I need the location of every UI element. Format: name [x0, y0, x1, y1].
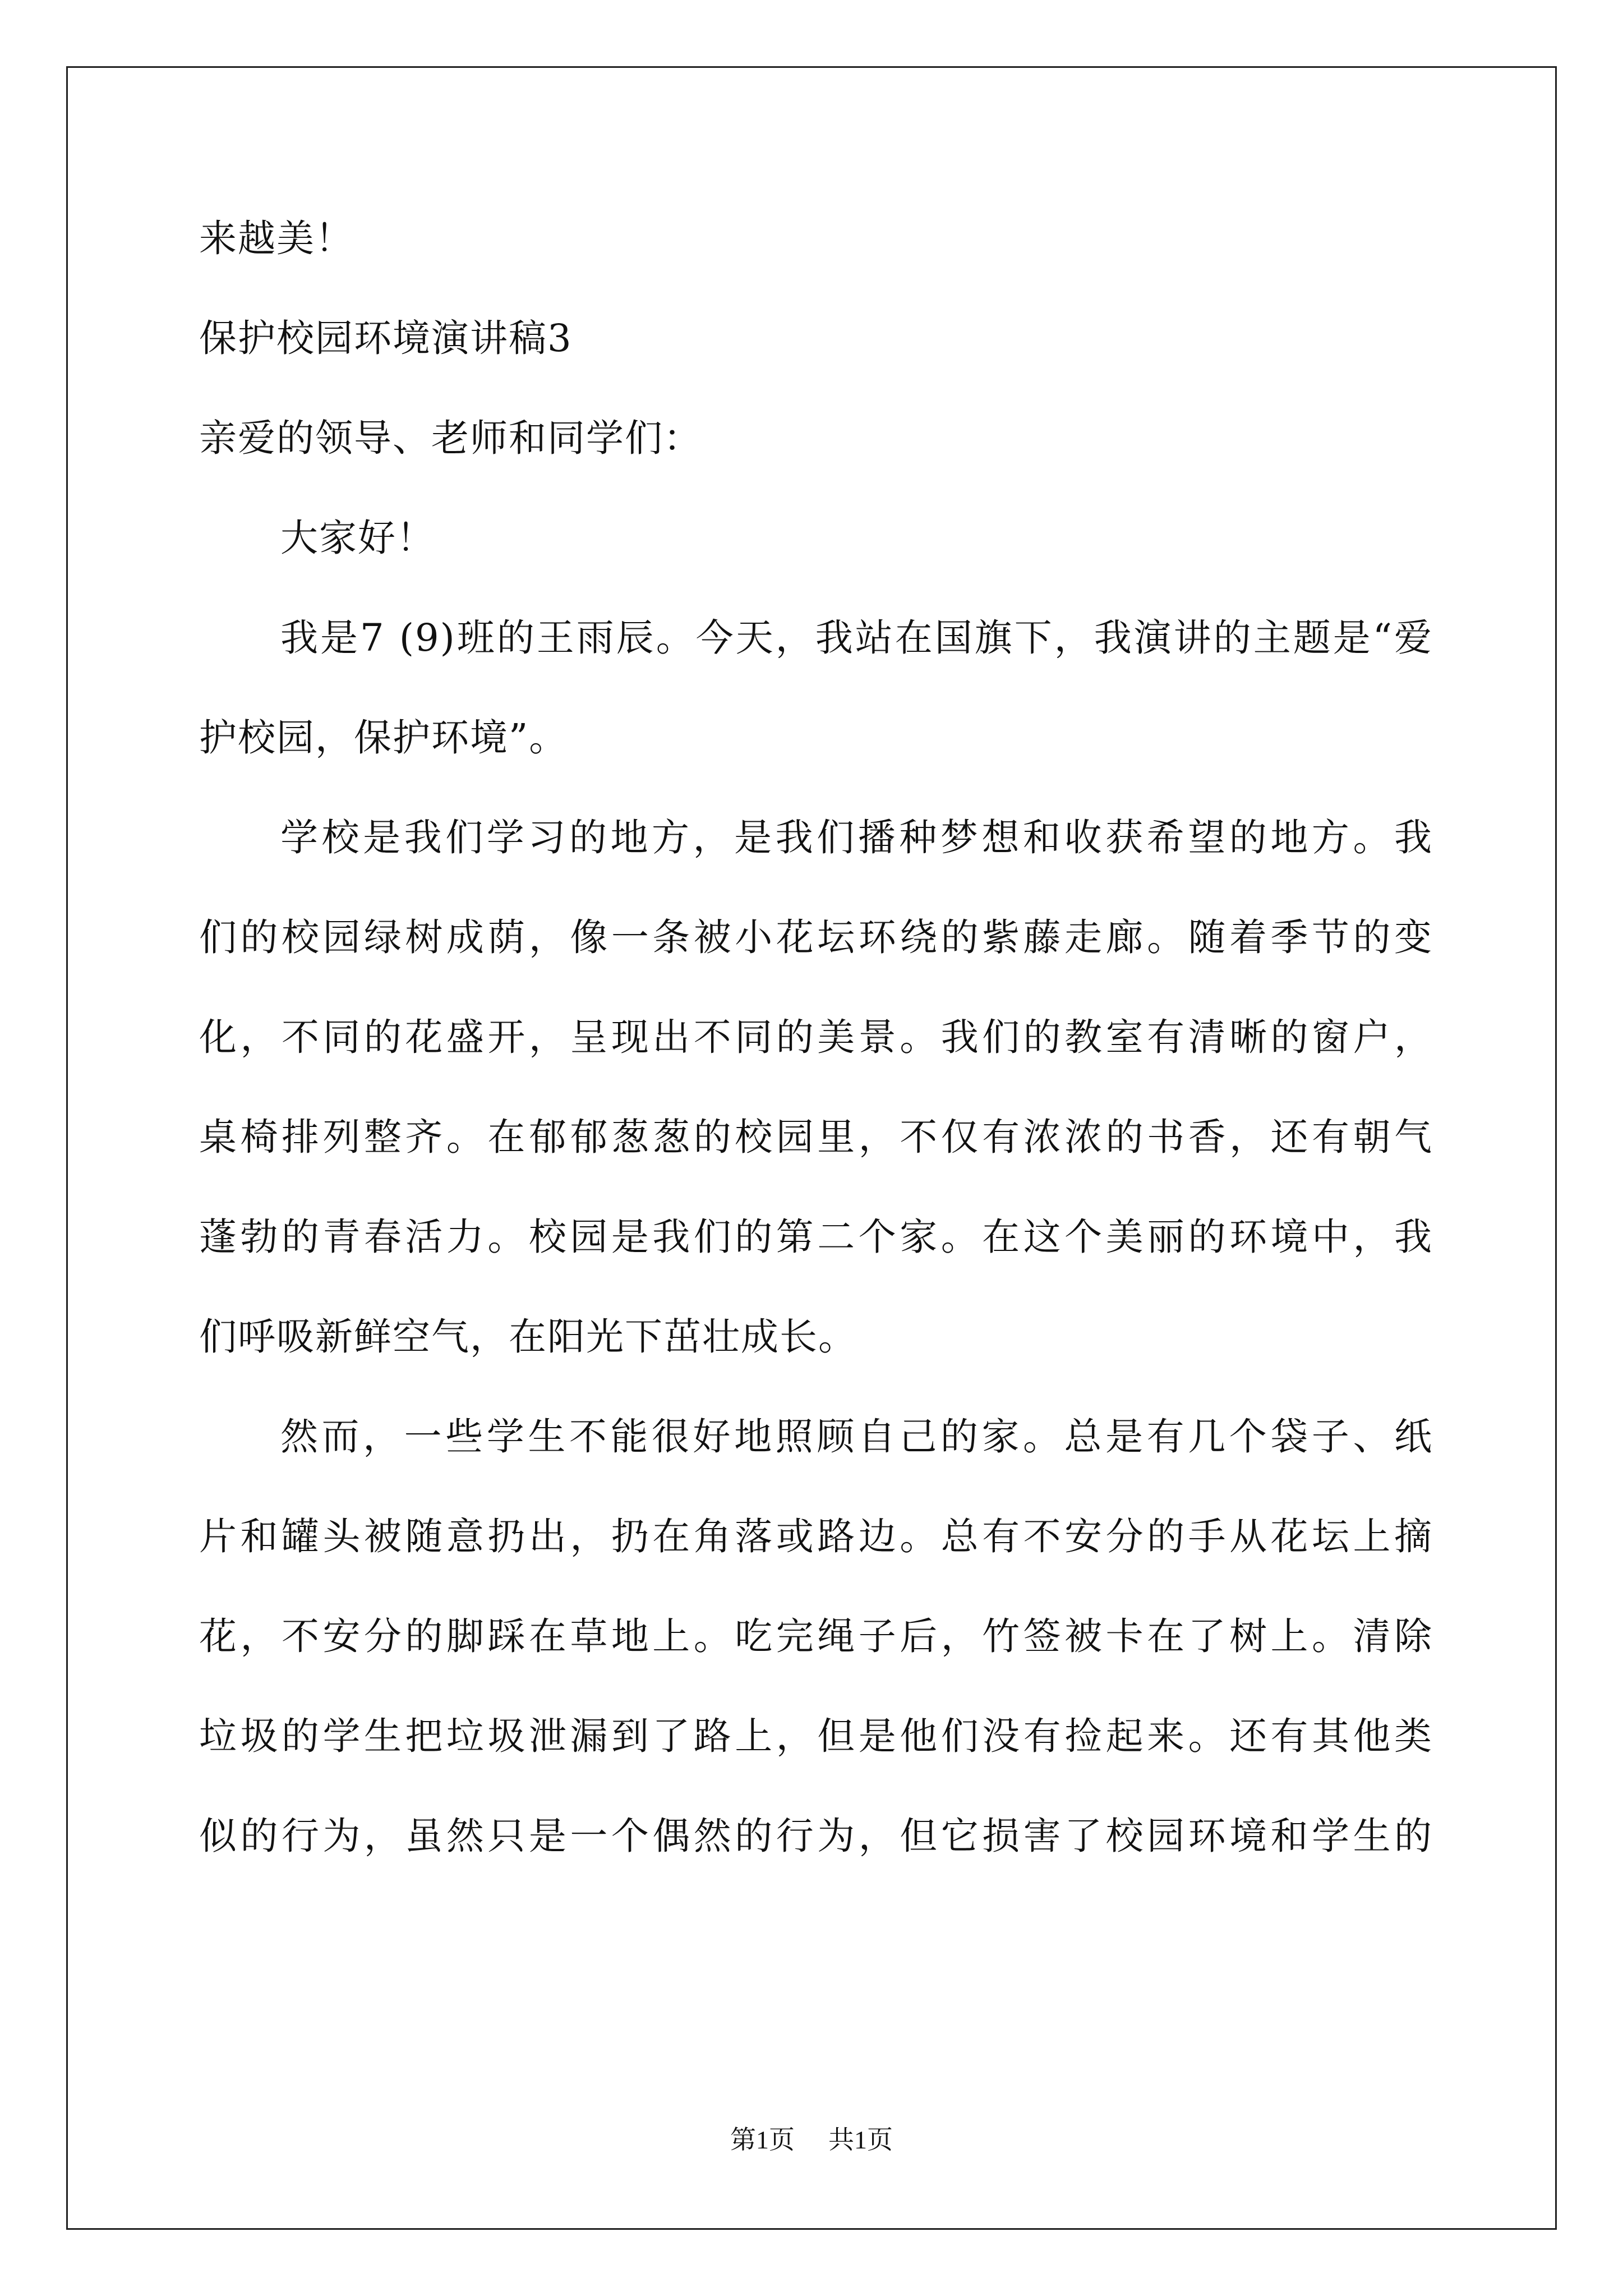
- section-title: 保护校园环境演讲稿3: [199, 316, 573, 360]
- text-line: 垃圾的学生把垃圾泄漏到了路上，但是他们没有捡起来。还有其他类: [199, 1714, 1433, 1758]
- text-line: 我是7 (9)班的王雨辰。今天，我站在国旗下，我演讲的主题是“爱: [280, 616, 1433, 660]
- text-line: 片和罐头被随意扔出，扔在角落或路边。总有不安分的手从花坛上摘: [199, 1515, 1433, 1558]
- page-footer: [0, 2123, 1623, 2157]
- text-line: 护校园，保护环境”。: [199, 716, 568, 760]
- greeting: 大家好！: [280, 516, 435, 560]
- text-line: 蓬勃的青春活力。校园是我们的第二个家。在这个美丽的环境中，我: [199, 1215, 1433, 1259]
- text-line: 似的行为，虽然只是一个偶然的行为，但它损害了校园环境和学生的: [199, 1814, 1433, 1858]
- text-line: 们呼吸新鲜空气，在阳光下茁壮成长。: [199, 1315, 857, 1359]
- text-line: 桌椅排列整齐。在郁郁葱葱的校园里，不仅有浓浓的书香，还有朝气: [199, 1115, 1433, 1159]
- text-line: 化，不同的花盛开，呈现出不同的美景。我们的教室有清晰的窗户，: [199, 1015, 1433, 1059]
- salutation: 亲爱的领导、老师和同学们：: [199, 416, 702, 460]
- text-line: 然而，一些学生不能很好地照顾自己的家。总是有几个袋子、纸: [280, 1415, 1433, 1458]
- text-line: 花，不安分的脚踩在草地上。吃完绳子后，竹签被卡在了树上。清除: [199, 1614, 1433, 1658]
- page-total: 共1页: [828, 2125, 893, 2154]
- text-line: 学校是我们学习的地方，是我们播种梦想和收获希望的地方。我: [280, 816, 1433, 859]
- page-number: 第1页: [730, 2125, 795, 2154]
- text-line: 来越美！: [199, 217, 354, 260]
- text-line: 们的校园绿树成荫，像一条被小花坛环绕的紫藤走廊。随着季节的变: [199, 915, 1433, 959]
